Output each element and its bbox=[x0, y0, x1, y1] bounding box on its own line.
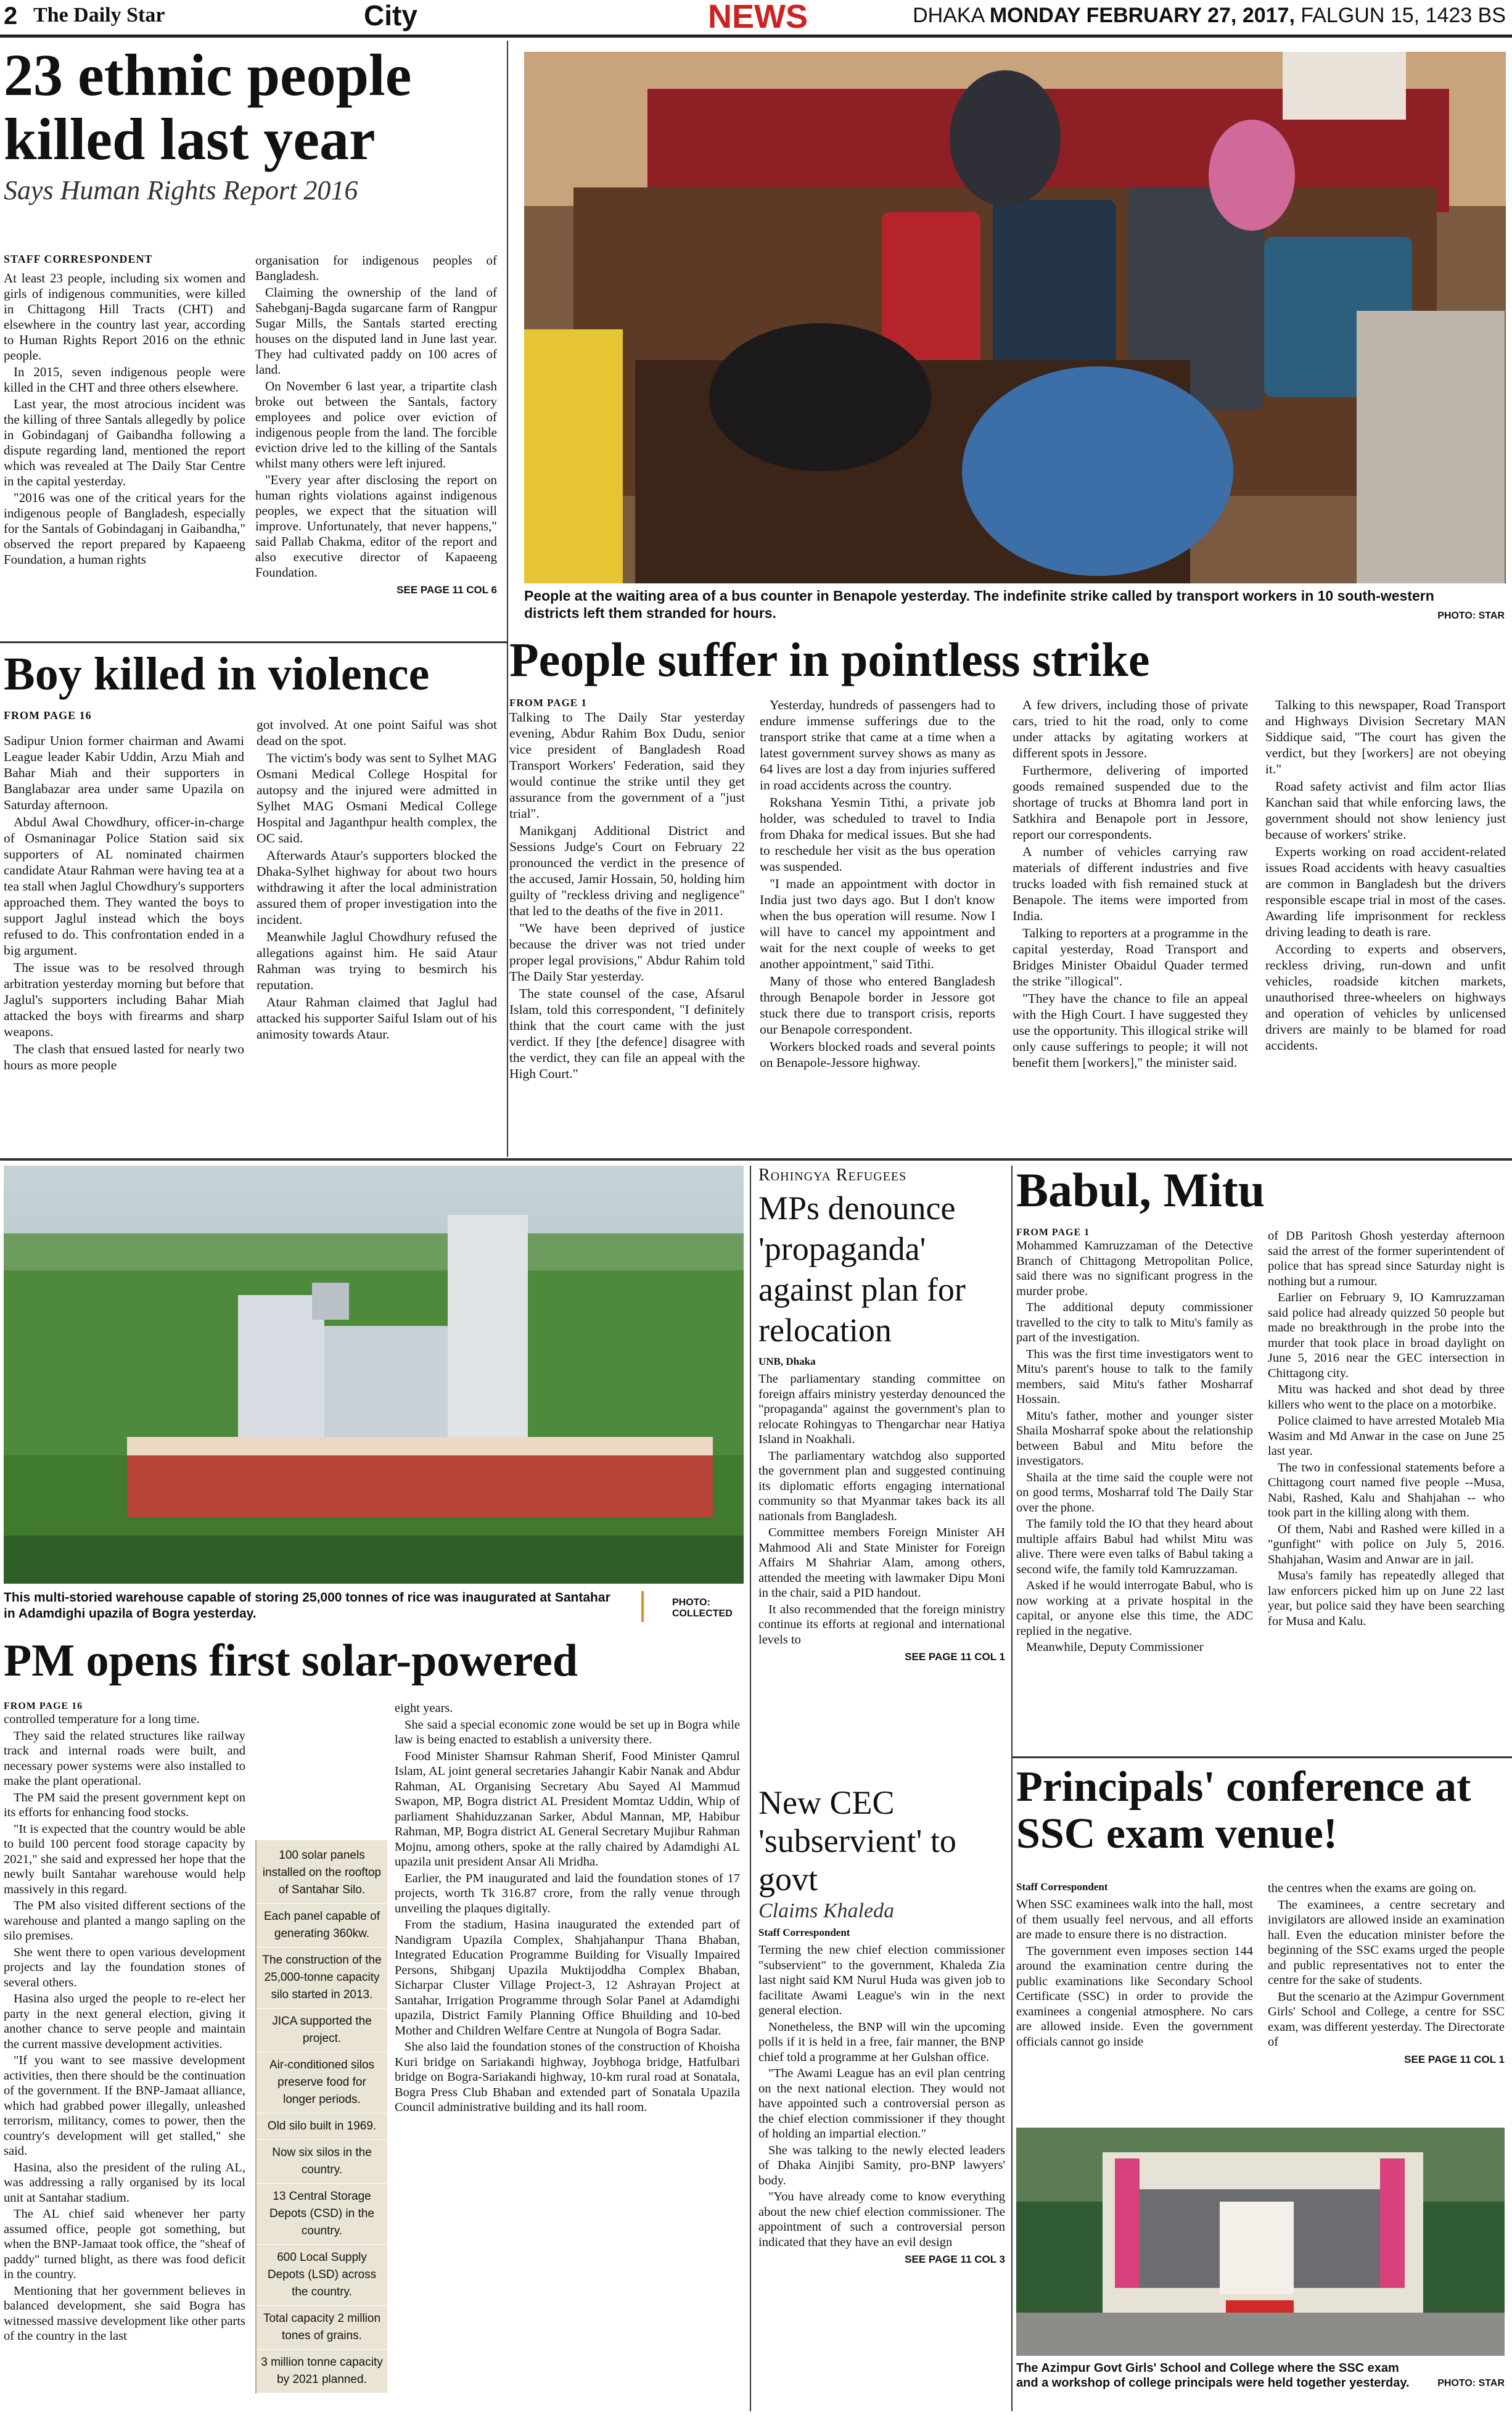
paragraph: "2016 was one of the critical years for the indigenous people of Bangladesh, especially for the Santals of Gobindaganj in Gaibandha," observed the report prepared by Kapaeeng Foundation, a human rights bbox=[4, 490, 245, 567]
strike-headline: People suffer in pointless strike bbox=[509, 633, 1150, 686]
paragraph: They said the related structures like railway track and internal roads were built, and necessary power systems were also installed to make the plant operational. bbox=[4, 1729, 245, 1788]
paragraph: Terming the new chief election commissioner "subservient" to the government, Khaleda Zia last night said KM Nurul Huda was given job to facilitate Awami League's win in the next general election. bbox=[758, 1943, 1005, 2017]
pm-col-1 bbox=[4, 1712, 245, 2344]
paragraph: From the stadium, Hasina inaugurated the extended part of Nandigram Upazila Complex, Shahjahanpur Thana Bhaban, Integrated Education Programme Building for Visually Impaired Persons, Shibganj Upazila Muktijoddha Complex Bhaban, Sicharpar Cluster Village Project-3, 12 Ashrayan Project at Santahar, Irrigation Programme through Solar Panel at Adamdighi upazila, District Family Planning Office Bhuilding and 10-bed Mother and Children Welfare Centre at Nungola of Bogra Sadar. bbox=[395, 1918, 740, 2038]
paragraph: The clash that ensued lasted for nearly two hours as more people bbox=[4, 1042, 244, 1072]
cec-story bbox=[758, 1783, 1005, 2411]
paragraph: Meanwhile, Deputy Commissioner bbox=[1026, 1640, 1204, 1654]
paragraph: She said a special economic zone would be set up in Bogra while law is being enacted to establish a university there. bbox=[395, 1718, 740, 1746]
paragraph: Food Minister Shamsur Rahman Sherif, Food Minister Qamrul Islam, AL joint general secretaries Jahangir Kabir Nanak and Abdur Rahman, AL Organising Secretary Abu Sayed Al Mammud Swapon, MP, Bogra district AL President Momtaz Uddin, Whip of parliament Shahiduzzanan Sarker, Abdul Mannan, MP, Habibur Rahman, MP, Bogra district AL General Secretary Mujibur Rahman Mojnu, among others, spoke at the rally chaired by Adamdighi AL upazila unit president Ansar Ali Mridha. bbox=[395, 1749, 740, 1869]
school-photo-credit: PHOTO: STAR bbox=[1437, 2378, 1505, 2388]
babul-jump-from: FROM PAGE 1 bbox=[1016, 1227, 1090, 1238]
date-main: MONDAY FEBRUARY 27, 2017, bbox=[989, 4, 1295, 27]
rohingya-story bbox=[758, 1166, 1005, 1776]
column-rule bbox=[507, 41, 508, 1157]
boy-col-1 bbox=[4, 733, 244, 1074]
cec-headline: New CEC 'subservient' to govt bbox=[758, 1784, 956, 1898]
strike-col-1 bbox=[509, 709, 745, 1082]
paragraph: The parliamentary watchdog also supported the government plan and suggested continuing its diplomatic efforts engaging international community so that Myanmar takes back its all nationals from Bangladesh. bbox=[758, 1449, 1005, 1523]
paragraph: Talking to reporters at a programme in the capital yesterday, Road Transport and Bridges Minister Obaidul Quader termed the strike "illogical". bbox=[1013, 926, 1248, 989]
paragraph: Musa's family has repeatedly alleged that law enforcers picked him up on June 22 last year, but police said they have been searching for Musa and Kalu. bbox=[1268, 1569, 1505, 1628]
principals-byline: Staff Correspondent bbox=[1016, 1881, 1108, 1893]
school-photo bbox=[1016, 2128, 1505, 2356]
paragraph: Hasina, also the president of the ruling AL, was addressing a rally organised by its local unit at Santahar stadium. bbox=[4, 2160, 245, 2205]
page-number: 2 bbox=[4, 2, 18, 30]
paragraph: "We have been deprived of justice because the driver was not tried under proper legal provisions," Abdur Rahim told The Daily Star yesterday. bbox=[509, 921, 745, 984]
fact-item: Old silo built in 1969. bbox=[257, 2113, 387, 2140]
bus-photo-caption: People at the waiting area of a bus counter in Benapole yesterday. The indefinite strike called by transport workers in 10 south-western districts left them stranded for hours. bbox=[524, 588, 1434, 621]
principals-headline: Principals' conference at SSC exam venue! bbox=[1016, 1763, 1471, 1858]
babul-col-1 bbox=[1016, 1238, 1253, 1655]
paragraph: Mohammed Kamruzzaman of the Detective Branch of Chittagong Metropolitan Police, said there was no significant progress in the murder probe. bbox=[1016, 1239, 1253, 1298]
paragraph: Last year, the most atrocious incident was the killing of three Santals allegedly by police in Gobindaganj of Gaibandha following a dispute regarding land, mentioned the report which was revealed at The Daily Star Centre in the capital yesterday. bbox=[4, 397, 245, 488]
paragraph: Hasina also urged the people to re-elect her party in the next general election, giving it another chance to serve people and maintain the current massive development activities. bbox=[4, 1992, 245, 2051]
paragraph: Earlier on February 9, IO Kamruzzaman said police had already quizzed 50 people but made no breakthrough in the probe into the murder that took place in broad daylight on June 5, 2016 near the GEC intersection in Chittagong city. bbox=[1268, 1291, 1505, 1380]
principals-col-2 bbox=[1268, 1881, 1505, 2050]
paragraph: She was talking to the newly elected leaders of Dhaka Ainjibi Samity, pro-BNP lawyers' body. bbox=[758, 2143, 1005, 2187]
paragraph: Sadipur Union former chairman and Awami League leader Kabir Uddin, Arzu Miah and Bahar Miah and their supporters in Banglabazar area under same Upazila on Saturday afternoon. bbox=[4, 733, 244, 812]
paragraph: Rokshana Yesmin Tithi, a private job holder, was scheduled to travel to India from Dhaka for medical issues. But she had to reschedule her visit as the bus operation was suspended. bbox=[760, 795, 995, 874]
paragraph: A number of vehicles carrying raw materials of different industries and five trucks loaded with fish remained stuck at Benapole. The items were imported from India. bbox=[1013, 844, 1248, 923]
strike-jump-from: FROM PAGE 1 bbox=[509, 697, 587, 709]
paragraph: According to experts and observers, reckless driving, run-down and unfit vehicles, roadside kitchen markets, unauthorised three-wheelers on highways and operation of vehicles by unlicensed drivers are mainly to be blamed for road accidents. bbox=[1265, 942, 1506, 1053]
paragraph: "Every year after disclosing the report on human rights violations against indigenous peoples, we expect that the situation will improve. Unfortunately, that never happens," said Pallab Chakma, editor of the report and also executive director of Kapaeeng Foundation. bbox=[255, 472, 497, 580]
paragraph: the centres when the exams are going on. bbox=[1268, 1882, 1477, 1895]
cec-subhead: Claims Khaleda bbox=[758, 1899, 895, 1922]
cec-byline: Staff Correspondent bbox=[758, 1927, 850, 1938]
school-image bbox=[1016, 2128, 1505, 2356]
section-divider bbox=[0, 1158, 1512, 1161]
paragraph: controlled temperature for a long time. bbox=[4, 1713, 200, 1726]
date-prefix: DHAKA bbox=[913, 4, 984, 27]
paragraph: "It is expected that the country would be able to build 100 percent food storage capacity by 2021," she said and expressed her hope that the newly built Santahar warehouse would help massively in this regard. bbox=[4, 1822, 245, 1896]
paragraph: organisation for indigenous peoples of Bangladesh. bbox=[255, 253, 497, 283]
school-photo-caption: The Azimpur Govt Girls' School and College where the SSC exam and a workshop of college principals were held together yesterday. bbox=[1016, 2361, 1410, 2390]
babul-col-2 bbox=[1268, 1228, 1505, 1630]
paragraph: "If you want to see massive development activities, then there should be the continuation of the government. If the BNP-Jamaat alliance, which had grabbed power illegally, unleashed terrorism, militancy, comes to power, then the country's development will get stalled," she said. bbox=[4, 2054, 245, 2158]
fact-item: Total capacity 2 million tones of grains. bbox=[257, 2306, 387, 2350]
cec-body bbox=[758, 1943, 1005, 2250]
fact-item: Air-conditioned silos preserve food for longer periods. bbox=[257, 2052, 387, 2113]
strike-col-4 bbox=[1265, 697, 1506, 1055]
section-divider bbox=[1011, 1756, 1512, 1758]
rohingya-kicker: Rohingya Refugees bbox=[758, 1166, 907, 1185]
paragraph: Abdul Awal Chowdhury, officer-in-charge of Osmaninagar Police Station said six supporters of AL nominated chairmen candidate Ataur Rahman were having tea at a tea stall when Jaglul Chowdhury's supporters approached them. They wanted the boys to support Jaglul instead which the boys refused to do. This confrontation ended in a big argument. bbox=[4, 815, 244, 958]
paragraph: Experts working on road accident-related issues Road accidents with heavy casualties are common in Bangladesh but the drivers responsible escape trial in most of the cases. Awarding life imprisonment for reckless driving leading to death is rare. bbox=[1265, 844, 1506, 939]
paper-logo: The Daily Star bbox=[33, 4, 165, 27]
boy-col-2 bbox=[257, 717, 497, 1043]
section-label: City bbox=[364, 0, 417, 31]
paragraph: Claiming the ownership of the land of Sahebganj-Bagda sugarcane farm of Rangpur Sugar Mills, the Santals started erecting houses on the disputed land in June last year. They had cultivated paddy on 100 acres of land. bbox=[255, 285, 497, 377]
ethnic-story bbox=[4, 43, 501, 635]
paragraph: Mitu was hacked and shot dead by three killers who went to the place on a motorbike. bbox=[1268, 1383, 1505, 1412]
silo-photo-credit: PHOTO: COLLECTED bbox=[672, 1597, 733, 1619]
cec-jump: SEE PAGE 11 COL 3 bbox=[905, 2253, 1005, 2265]
boy-jump-from: FROM PAGE 16 bbox=[4, 709, 92, 722]
rohingya-body bbox=[758, 1372, 1005, 1647]
strike-col-2 bbox=[760, 697, 995, 1072]
paragraph: "You have already come to know everything about the new chief election commissioner. The appointment of such a controversial person indicated that they have an evil design bbox=[758, 2190, 1005, 2249]
paragraph: The PM said the present government kept on its efforts for enhancing food stocks. bbox=[4, 1790, 245, 1819]
news-label: NEWS bbox=[708, 0, 808, 35]
fact-item: 600 Local Supply Depots (LSD) across the country. bbox=[257, 2245, 387, 2306]
paragraph: The AL chief said whenever her party assumed office, people got something, but when the BNP-Jamaat took office, the "sheaf of paddy" turned blight, as there was food deficit in the country. bbox=[4, 2207, 245, 2281]
section-divider bbox=[0, 641, 507, 643]
paragraph: On November 6 last year, a tripartite clash broke out between the Santals, factory employees and police over eviction of indigenous people from the land. The forcible eviction drive led to the killing of the Santals whilst many others were left injured. bbox=[255, 379, 497, 471]
fact-item: 13 Central Storage Depots (CSD) in the country. bbox=[257, 2184, 387, 2245]
paragraph: Nonetheless, the BNP will win the upcoming polls if it is held in a free, fair manner, the BNP chief told a programme at her Gulshan office. bbox=[758, 2020, 1005, 2064]
principals-jump: SEE PAGE 11 COL 1 bbox=[1404, 2053, 1505, 2065]
paragraph: It also recommended that the foreign ministry continue its efforts at regional and international levels to bbox=[758, 1602, 1005, 1647]
paragraph: Furthermore, delivering of imported goods remained suspended due to the shortage of trucks at Bhomra land port in Satkhira and Benapole port in Jessore, report our correspondents. bbox=[1013, 763, 1248, 842]
strike-story bbox=[509, 634, 1508, 1146]
paragraph: In 2015, seven indigenous people were killed in the CHT and three others elsewhere. bbox=[4, 364, 245, 395]
column-rule bbox=[750, 1166, 751, 2411]
paragraph: Mentioning that her government believes in balanced development, she said Bogra has witnessed massive development like other parts of the country in the last bbox=[4, 2284, 245, 2343]
paragraph: "They have the chance to file an appeal with the High Court. I have suggested they use the opportunity. This illogical strike will only cause sufferings to people; it will not benefit them [workers]," the minister said. bbox=[1013, 991, 1248, 1070]
babul-headline: Babul, Mitu bbox=[1016, 1163, 1265, 1217]
paragraph: "I made an appointment with doctor in India just two days ago. But I don't know when the bus operation will resume. Now I will have to cancel my appointment and wait for the next couple of weeks to get another appointment," said Tithi. bbox=[760, 876, 995, 971]
dateline bbox=[913, 4, 1506, 28]
paragraph: Asked if he would interrogate Babul, who is now working at a private hospital in the capital, or anyone else this time, the ADC replied in the negative. bbox=[1016, 1579, 1253, 1638]
silo-image bbox=[4, 1166, 744, 1584]
pm-fact-box bbox=[255, 1840, 387, 2393]
boy-headline: Boy killed in violence bbox=[4, 648, 430, 700]
paragraph: Many of those who entered Bangladesh through Benapole border in Jessore got stuck there due to transport crisis, reports our Benapole correspondent. bbox=[760, 974, 995, 1037]
paragraph: Afterwards Ataur's supporters blocked the Dhaka-Sylhet highway for about two hours withdrawing it after the local administration assured them of proper investigation into the incident. bbox=[257, 848, 497, 927]
paragraph: The government even imposes section 144 around the examination centre during the public examinations like Secondary School Certificate (SSC) in order to provide the examinees a congenial atmosphere. No cars are allowed inside. Even the government officials cannot go inside bbox=[1016, 1944, 1253, 2049]
principals-story bbox=[1016, 1764, 1507, 2411]
ethnic-col-2 bbox=[255, 253, 497, 580]
strike-col-3 bbox=[1013, 697, 1248, 1072]
paragraph: Workers blocked roads and several points on Benapole-Jessore highway. bbox=[760, 1039, 995, 1070]
fact-item: JICA supported the project. bbox=[257, 2009, 387, 2052]
paragraph: Of them, Nabi and Rashed were killed in a "gunfight" with police on July 5, 2016. Shahjahan, Wasim and Anwar are in jail. bbox=[1268, 1522, 1505, 1566]
silo-photo bbox=[4, 1166, 744, 1584]
paragraph: got involved. At one point Saiful was shot dead on the spot. bbox=[257, 717, 497, 748]
silo-photo-caption: This multi-storied warehouse capable of storing 25,000 tonnes of rice was inaugurated at Santahar in Adamdighi upazila of Bogra yesterday. bbox=[4, 1590, 610, 1621]
paragraph: Road safety activist and film actor Ilias Kanchan said that while enforcing laws, the government should not show leniency just because of workers' strike. bbox=[1265, 779, 1506, 842]
paragraph: Talking to The Daily Star yesterday evening, Abdur Rahim Box Dudu, senior vice president of Bangladesh Road Transport Workers' Federation, said they would continue the strike until they get assurance from the government of a "just trial". bbox=[509, 710, 745, 821]
boy-story bbox=[4, 649, 501, 1142]
fact-item: 100 solar panels installed on the rooftop of Santahar Silo. bbox=[257, 1843, 387, 1904]
paragraph: Manikganj Additional District and Sessions Judge's Court on February 22 pronounced the verdict in the presence of the accused, Jamir Hossain, 50, holding him guilty of "reckless driving and negligence" that led to the deaths of the five in 2011. bbox=[509, 823, 745, 918]
paragraph: The examinees, a centre secretary and invigilators are allowed inside an examination hall. Even the education minister before the beginning of the SSC exams urged the people and public representatives not to enter the centre for the sake of students. bbox=[1268, 1898, 1505, 1987]
pm-headline: PM opens first solar-powered bbox=[4, 1635, 578, 1686]
paragraph: Shaila at the time said the couple were not on good terms, Mosharraf told The Daily Star over the phone. bbox=[1016, 1470, 1253, 1515]
pm-story bbox=[4, 1637, 744, 2411]
bus-counter-image bbox=[524, 52, 1506, 583]
paragraph: At least 23 people, including six women and girls of indigenous communities, were killed in Chittagong Hill Tracts (CHT) and elsewhere in the country last year, according to Human Rights Report 2016 on the ethnic people. bbox=[4, 271, 245, 363]
ethnic-col-1 bbox=[4, 271, 245, 567]
column-rule bbox=[1011, 1166, 1013, 2411]
bus-counter-photo bbox=[524, 52, 1506, 583]
paragraph: Committee members Foreign Minister AH Mahmood Ali and State Minister for Foreign Affairs M Shahriar Alam, among others, attended the meeting with lawmaker Dipu Moni in the chair, said a PID handout. bbox=[758, 1526, 1005, 1600]
ethnic-headline: 23 ethnic people killed last year bbox=[4, 42, 412, 172]
principals-col-1 bbox=[1016, 1897, 1253, 2049]
paragraph: The PM also visited different sections of the warehouse and planted a mango sapling on the silo premises. bbox=[4, 1899, 245, 1943]
paragraph: The state counsel of the case, Afsarul Islam, told this correspondent, "I definitely think that the court came with the just verdict. If they [the defence] disagree with the verdict, they can file an appeal with the High Court." bbox=[509, 986, 745, 1081]
rohingya-byline: UNB, Dhaka bbox=[758, 1356, 816, 1367]
fact-item: Now six silos in the country. bbox=[257, 2140, 387, 2184]
paragraph: The additional deputy commissioner travelled to the city to talk to Mitu's family as part of the investigation. bbox=[1016, 1301, 1253, 1344]
rohingya-headline: MPs denounce 'propaganda' against plan for relocation bbox=[758, 1190, 966, 1349]
paragraph: She also laid the foundation stones of the construction of Khoisha Kuri bridge on Sariakandi highway, Joybhoga bridge, Hatfulbari bridge on Bogra-Sariakandi highway, 10-km rural road at Sonatala, Bogra Press Club Bhaban and extended part of Sonatala Upazila Council administrative building and its hall room. bbox=[395, 2040, 740, 2114]
paragraph: Meanwhile Jaglul Chowdhury refused the allegations against him. He said Ataur Rahman was trying to besmirch his reputation. bbox=[257, 929, 497, 992]
paragraph: of DB Paritosh Ghosh yesterday afternoon said the arrest of the former superintendent of police that has spread since Saturday night is nothing but a rumour. bbox=[1268, 1229, 1505, 1288]
babul-story bbox=[1016, 1164, 1507, 1775]
paragraph: This was the first time investigators went to Mitu's parent's house to talk to the family members, said Mitu's father Mosharraf Hossain. bbox=[1016, 1347, 1253, 1406]
paragraph: A few drivers, including those of private cars, tried to hit the road, only to come under attacks by agitating workers at different spots in Jessore. bbox=[1013, 697, 1248, 760]
fact-item: 3 million tonne capacity by 2021 planned. bbox=[257, 2350, 387, 2393]
paragraph: The parliamentary standing committee on foreign affairs ministry yesterday denounced the "propaganda" against the government's plan to relocate Rohingyas to Thengarchar near Hatiya Island in Noakhali. bbox=[758, 1372, 1005, 1446]
ethnic-byline: STAFF CORRESPONDENT bbox=[4, 253, 153, 265]
paragraph: The issue was to be resolved through arbitration yesterday morning but before that Jaglul's supporters including Bahar Miah attacked the boys with firearms and sharp weapons. bbox=[4, 960, 244, 1039]
date-suffix: FALGUN 15, 1423 BS bbox=[1300, 4, 1506, 27]
fact-item: The construction of the 25,000-tonne capacity silo started in 2013. bbox=[257, 1948, 387, 2009]
paragraph: eight years. bbox=[395, 1701, 453, 1715]
paragraph: "The Awami League has an evil plan centring on the next national election. They would not have appointed such a controversial person as the chief election commissioner if they thought of holding an impartial election." bbox=[758, 2067, 1005, 2141]
paragraph: She went there to open various development projects and lay the foundation stones of several others. bbox=[4, 1945, 245, 1989]
paragraph: Talking to this newspaper, Road Transport and Highways Division Secretary MAN Siddique said, "The court has given the verdict, but they [workers] are not obeying it." bbox=[1265, 697, 1506, 776]
ethnic-subhead: Says Human Rights Report 2016 bbox=[4, 175, 358, 206]
paragraph: When SSC examinees walk into the hall, most of them usually feel nervous, and all efforts are made to ensure there is no distraction. bbox=[1016, 1898, 1253, 1941]
paragraph: The two in confessional statements before a Chittagong court named five people --Musa, Nabi, Rashed, Kalu and Shahjahan -- who took part in the killing along with them. bbox=[1268, 1460, 1505, 1520]
paragraph: The victim's body was sent to Sylhet MAG Osmani Medical College Hospital for autopsy and the injured were admitted in Sylhet MAG Osmani Medical College Hospital and Jaganthpur health complex, the OC said. bbox=[257, 751, 497, 845]
paragraph: Police claimed to have arrested Motaleb Mia Wasim and Md Anwar in the case on June 25 last year. bbox=[1268, 1414, 1505, 1458]
paragraph: Earlier, the PM inaugurated and laid the foundation stones of 17 projects, worth Tk 316.87 crore, from the rally venue through unveiling the plaques digitally. bbox=[395, 1871, 740, 1915]
paragraph: The family told the IO that they heard about multiple affairs Babul had whilst Mitu was alive. There were even talks of Babul taking a second wife, the family told Kamruzzaman. bbox=[1016, 1517, 1253, 1576]
ethnic-jump: SEE PAGE 11 COL 6 bbox=[396, 584, 497, 596]
fact-item: Each panel capable of generating 360kw. bbox=[257, 1904, 387, 1948]
pm-jump-from: FROM PAGE 16 bbox=[4, 1701, 83, 1711]
rohingya-jump: SEE PAGE 11 COL 1 bbox=[905, 1651, 1005, 1663]
paragraph: But the scenario at the Azimpur Government Girls' School and College, a centre for SSC exam, was different yesterday. The Directorate of bbox=[1268, 1989, 1505, 2049]
paragraph: Ataur Rahman claimed that Jaglul had attacked his supporter Saiful Islam out of his animosity towards Ataur. bbox=[257, 995, 497, 1042]
paragraph: Yesterday, hundreds of passengers had to endure immense sufferings due to the transport strike that came at a time when a latest government survey shows as many as 64 lives are lost a day from injuries suffered in road accidents across the country. bbox=[760, 697, 995, 792]
caption-accent-bar bbox=[641, 1591, 644, 1622]
bus-photo-credit: PHOTO: STAR bbox=[1437, 611, 1505, 621]
masthead bbox=[0, 0, 1512, 38]
pm-col-2 bbox=[395, 1701, 740, 2117]
paragraph: Mitu's father, mother and younger sister Shaila Mosharraf spoke about the relationship between Babul and Mitu before the investigators. bbox=[1016, 1409, 1253, 1468]
